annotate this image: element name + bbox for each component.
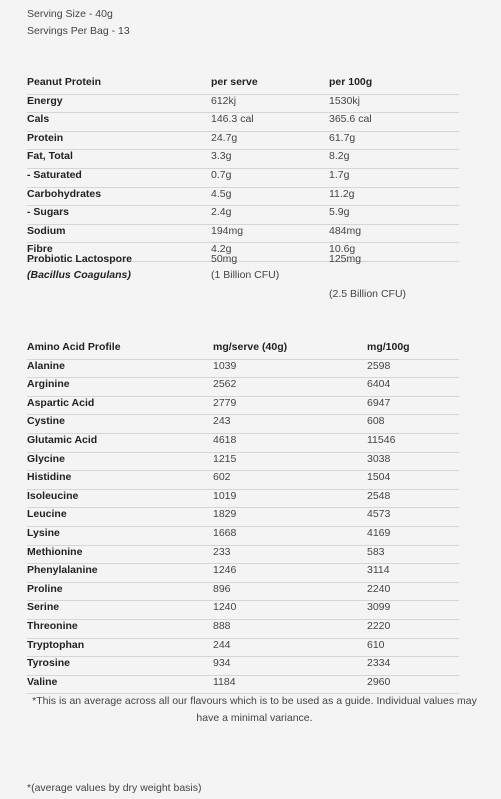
nutrition-header-label: Peanut Protein	[27, 76, 211, 94]
nutrition-per100: 5.9g	[329, 206, 459, 225]
amino-row	[27, 619, 459, 638]
amino-serve: 2779	[213, 396, 367, 415]
probiotic-serve: 50mg	[211, 253, 238, 265]
amino-per100: 4573	[367, 508, 459, 527]
amino-serve: 1246	[213, 564, 367, 583]
nutrition-row	[27, 113, 459, 132]
amino-per100: 1504	[367, 471, 459, 490]
nutrition-row	[27, 187, 459, 206]
amino-per100: 3038	[367, 452, 459, 471]
nutrition-per100: 8.2g	[329, 150, 459, 169]
amino-serve: 1240	[213, 601, 367, 620]
amino-row	[27, 638, 459, 657]
amino-header-row	[27, 341, 459, 359]
nutrition-serve: 146.3 cal	[211, 113, 329, 132]
nutrition-serve: 612kj	[211, 94, 329, 113]
nutrition-per100: 365.6 cal	[329, 113, 459, 132]
amino-row	[27, 564, 459, 583]
amino-row	[27, 545, 459, 564]
nutrition-serve: 24.7g	[211, 131, 329, 150]
probiotic-serve-note: (1 Billion CFU)	[211, 269, 280, 281]
nutrition-serve: 194mg	[211, 224, 329, 243]
disclaimer-note: *This is an average across all our flavours which is to be used as a guide. Individual values may have a minimal variance.	[32, 695, 477, 724]
nutrition-per100: 11.2g	[329, 187, 459, 206]
amino-label: Tryptophan	[27, 638, 213, 657]
amino-serve: 1184	[213, 675, 367, 694]
nutrition-label: Protein	[27, 131, 211, 150]
amino-serve: 2562	[213, 378, 367, 397]
nutrition-row	[27, 150, 459, 169]
amino-row	[27, 657, 459, 676]
amino-label: Arginine	[27, 378, 213, 397]
amino-row	[27, 526, 459, 545]
nutrition-label: Energy	[27, 94, 211, 113]
nutrition-serve: 0.7g	[211, 168, 329, 187]
amino-per100: 3099	[367, 601, 459, 620]
amino-header-per100: mg/100g	[367, 341, 459, 359]
nutrition-row	[27, 224, 459, 243]
amino-label: Lysine	[27, 526, 213, 545]
amino-row	[27, 396, 459, 415]
nutrition-label: Carbohydrates	[27, 187, 211, 206]
amino-label: Threonine	[27, 619, 213, 638]
amino-label: Tyrosine	[27, 657, 213, 676]
nutrition-label: Fibre	[27, 243, 211, 262]
amino-serve: 888	[213, 619, 367, 638]
nutrition-label: Sodium	[27, 224, 211, 243]
amino-row	[27, 508, 459, 527]
amino-serve: 896	[213, 582, 367, 601]
amino-serve: 4618	[213, 433, 367, 452]
nutrition-row	[27, 206, 459, 225]
amino-per100: 610	[367, 638, 459, 657]
amino-serve: 602	[213, 471, 367, 490]
amino-row	[27, 359, 459, 378]
nutrition-row	[27, 131, 459, 150]
servings-per-bag: Servings Per Bag - 13	[27, 25, 130, 37]
amino-table	[27, 341, 459, 694]
amino-per100: 6404	[367, 378, 459, 397]
nutrition-serve: 2.4g	[211, 206, 329, 225]
amino-per100: 11546	[367, 433, 459, 452]
amino-serve: 1829	[213, 508, 367, 527]
amino-row	[27, 675, 459, 694]
amino-serve: 244	[213, 638, 367, 657]
probiotic-label: Probiotic Lactospore	[27, 253, 133, 265]
amino-per100: 4169	[367, 526, 459, 545]
amino-label: Methionine	[27, 545, 213, 564]
nutrition-row	[27, 168, 459, 187]
amino-row	[27, 471, 459, 490]
nutrition-header-row	[27, 76, 459, 94]
amino-header-label: Amino Acid Profile	[27, 341, 213, 359]
amino-per100: 3114	[367, 564, 459, 583]
nutrition-label: - Sugars	[27, 206, 211, 225]
nutrition-row	[27, 94, 459, 113]
amino-serve: 934	[213, 657, 367, 676]
amino-serve: 1668	[213, 526, 367, 545]
amino-row	[27, 489, 459, 508]
nutrition-serve: 4.2g	[211, 243, 329, 262]
amino-label: Leucine	[27, 508, 213, 527]
nutrition-header-per100: per 100g	[329, 76, 459, 94]
amino-per100: 2220	[367, 619, 459, 638]
nutrition-label: Cals	[27, 113, 211, 132]
amino-per100: 2334	[367, 657, 459, 676]
nutrition-table	[27, 76, 459, 262]
amino-label: Proline	[27, 582, 213, 601]
nutrition-serve: 4.5g	[211, 187, 329, 206]
amino-label: Histidine	[27, 471, 213, 490]
amino-label: Glutamic Acid	[27, 433, 213, 452]
amino-serve: 1215	[213, 452, 367, 471]
amino-header-serve: mg/serve (40g)	[213, 341, 367, 359]
amino-row	[27, 601, 459, 620]
nutrition-per100: 1.7g	[329, 168, 459, 187]
amino-label: Cystine	[27, 415, 213, 434]
probiotic-sublabel: (Bacillus Coagulans)	[27, 269, 131, 281]
amino-per100: 6947	[367, 396, 459, 415]
amino-row	[27, 378, 459, 397]
dry-weight-footnote: *(average values by dry weight basis)	[27, 782, 202, 794]
amino-per100: 2548	[367, 489, 459, 508]
nutrition-header-serve: per serve	[211, 76, 329, 94]
nutrition-per100: 1530kj	[329, 94, 459, 113]
amino-serve: 1039	[213, 359, 367, 378]
amino-label: Glycine	[27, 452, 213, 471]
amino-per100: 2960	[367, 675, 459, 694]
nutrition-serve: 3.3g	[211, 150, 329, 169]
amino-label: Phenylalanine	[27, 564, 213, 583]
amino-label: Isoleucine	[27, 489, 213, 508]
nutrition-per100: 10.6g	[329, 243, 459, 262]
amino-row	[27, 582, 459, 601]
serving-size: Serving Size - 40g	[27, 8, 113, 20]
probiotic-per100-note: (2.5 Billion CFU)	[329, 288, 407, 300]
amino-serve: 243	[213, 415, 367, 434]
amino-label: Serine	[27, 601, 213, 620]
nutrition-per100: 61.7g	[329, 131, 459, 150]
amino-row	[27, 415, 459, 434]
amino-per100: 583	[367, 545, 459, 564]
amino-per100: 2598	[367, 359, 459, 378]
amino-per100: 2240	[367, 582, 459, 601]
probiotic-per100: 125mg	[329, 253, 362, 265]
amino-per100: 608	[367, 415, 459, 434]
nutrition-per100: 484mg	[329, 224, 459, 243]
amino-row	[27, 452, 459, 471]
amino-serve: 233	[213, 545, 367, 564]
amino-row	[27, 433, 459, 452]
amino-label: Valine	[27, 675, 213, 694]
nutrition-label: - Saturated	[27, 168, 211, 187]
amino-label: Aspartic Acid	[27, 396, 213, 415]
amino-label: Alanine	[27, 359, 213, 378]
amino-serve: 1019	[213, 489, 367, 508]
nutrition-label: Fat, Total	[27, 150, 211, 169]
